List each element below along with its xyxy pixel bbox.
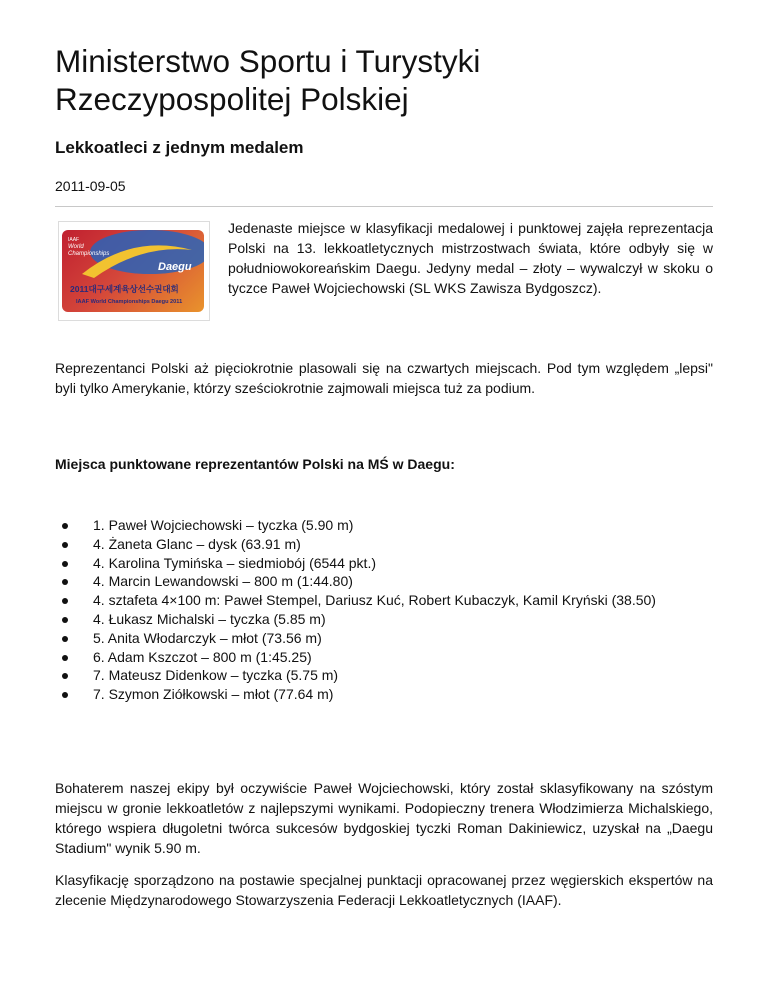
article-image [58,221,210,321]
logo-graphic [62,230,204,312]
logo-championships-text: Championships [68,251,110,257]
logo-korean-text: 2011대구세계육상선수권대회 [70,284,179,294]
article-intro: Jedenaste miejsce w klasyfikacji medalowej i punktowej zajęła reprezentacja Polski na 13. lekkoatletycznych mistrzostwach świata, które odbyły się w południowokoreańskim Daegu. Jedyny medal – złoty – wywalczył w skoku o tyczce Paweł Wojciechowski (SL WKS Zawisza Bydgoszcz). [228,220,713,296]
list-item: 4. Żaneta Glanc – dysk (63.91 m) [55,535,705,554]
list-item: 7. Mateusz Didenkow – tyczka (5.75 m) [55,666,705,685]
paragraph-fourth-places: Reprezentanci Polski aż pięciokrotnie plasowali się na czwartych miejscach. Pod tym względem „lepsi" byli tylko Amerykanie, którzy sześciokrotnie zajmowali miejsca tuż za podium. [55,360,713,396]
article-date: 2011-09-05 [55,178,126,194]
site-title-line2: Rzeczypospolitej Polskiej [55,81,409,117]
paragraph-classification: Klasyfikację sporządzono na postawie specjalnej punktacji opracowanej przez węgierskich ekspertów na zlecenie Międzynarodowego Stowarzyszenia Federacji Lekkoatletycznych (IAAF). [55,872,713,908]
list-item: 5. Anita Włodarczyk – młot (73.56 m) [55,629,705,648]
list-item: 4. Łukasz Michalski – tyczka (5.85 m) [55,610,705,629]
results-heading: Miejsca punktowane reprezentantów Polski na MŚ w Daegu: [55,456,455,472]
list-item: 4. Marcin Lewandowski – 800 m (1:44.80) [55,572,705,591]
article-title: Lekkoatleci z jednym medalem [55,138,304,157]
logo-world-text: World [68,244,84,250]
logo-english-text: IAAF World Championships Daegu 2011 [76,299,183,305]
daegu-championships-logo [62,230,204,312]
list-item: 7. Szymon Ziółkowski – młot (77.64 m) [55,685,705,704]
paragraph-hero: Bohaterem naszej ekipy był oczywiście Paweł Wojciechowski, który został sklasyfikowany na szóstym miejscu w gronie lekkoatletów z najlepszymi wynikami. Podopieczny trenera Włodzimierza Michalskiego, którego wspiera długoletni twórca sukcesów bydgoskiej tyczki Roman Dakiniewicz, uzyskał na „Daegu Stadium" wynik 5.90 m. [55,780,713,856]
list-item: 1. Paweł Wojciechowski – tyczka (5.90 m) [55,516,705,535]
list-item: 4. sztafeta 4×100 m: Paweł Stempel, Dariusz Kuć, Robert Kubaczyk, Kamil Kryński (38.50) [55,591,705,610]
results-list [55,516,705,704]
logo-iaaf-text: IAAF [68,237,80,243]
site-title-line1: Ministerstwo Sportu i Turystyki [55,43,481,79]
logo-city-text: Daegu [158,261,192,273]
site-title [55,42,715,118]
list-item: 6. Adam Kszczot – 800 m (1:45.25) [55,648,705,667]
list-item: 4. Karolina Tymińska – siedmiobój (6544 pkt.) [55,554,705,573]
divider [55,206,713,207]
